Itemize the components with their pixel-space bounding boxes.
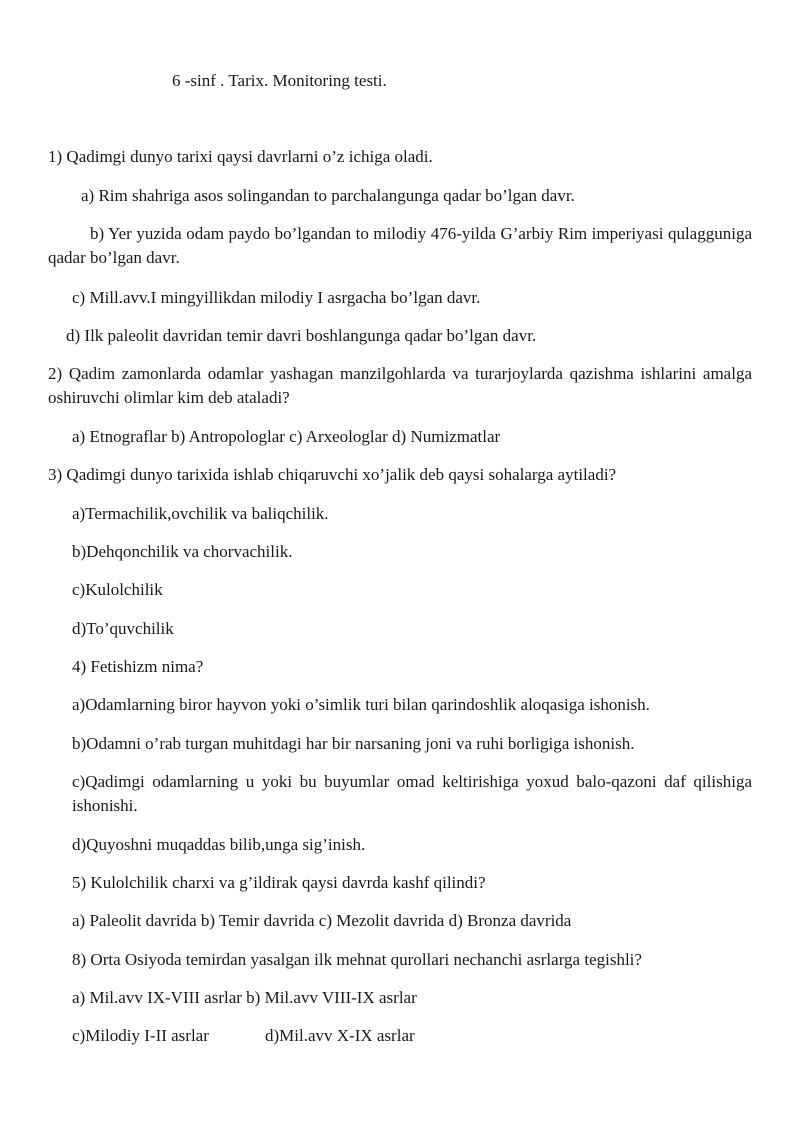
question-5: 5) Kulolchilik charxi va g’ildirak qaysi davrda kashf qilindi?	[72, 873, 486, 892]
question-4: 4) Fetishizm nima?	[72, 657, 204, 676]
question-4-option-b: b)Odamni o’rab turgan muhitdagi har bir narsaning joni va ruhi borligiga ishonish.	[72, 734, 635, 753]
question-3-option-b: b)Dehqonchilik va chorvachilik.	[72, 542, 293, 561]
question-1-option-c: c) Mill.avv.I mingyillikdan milodiy I asrgacha bo’lgan davr.	[72, 288, 481, 307]
page-title: 6 -sinf . Tarix. Monitoring testi.	[172, 71, 387, 90]
question-2-options: a) Etnograflar b) Antropologlar c) Arxeologlar d) Numizmatlar	[72, 427, 501, 446]
question-8: 8) Orta Osiyoda temirdan yasalgan ilk mehnat qurollari nechanchi asrlarga tegishli?	[72, 950, 642, 969]
question-4-option-d: d)Quyoshni muqaddas bilib,unga sig’inish.	[72, 835, 366, 854]
question-2: 2) Qadim zamonlarda odamlar yashagan manzilgohlarda va turarjoylarda qazishma ishlarini amalga oshiruvchi olimlar kim deb ataladi?	[48, 364, 752, 407]
question-1: 1) Qadimgi dunyo tarixi qaysi davrlarni o’z ichiga oladi.	[48, 147, 433, 166]
question-3-option-c: c)Kulolchilik	[72, 580, 163, 599]
question-8-options-line-1: a) Mil.avv IX-VIII asrlar b) Mil.avv VIII-IX asrlar	[72, 988, 417, 1007]
question-3-option-a: a)Termachilik,ovchilik va baliqchilik.	[72, 504, 329, 523]
question-8-option-c: c)Milodiy I-II asrlar	[72, 1026, 209, 1045]
question-1-option-d: d) Ilk paleolit davridan temir davri boshlangunga qadar bo’lgan davr.	[66, 326, 537, 345]
question-4-option-a: a)Odamlarning biror hayvon yoki o’simlik turi bilan qarindoshlik aloqasiga ishonish.	[72, 695, 650, 714]
question-3-option-d: d)To’quvchilik	[72, 619, 174, 638]
question-3: 3) Qadimgi dunyo tarixida ishlab chiqaruvchi xo’jalik deb qaysi sohalarga aytiladi?	[48, 465, 617, 484]
question-4-option-c: c)Qadimgi odamlarning u yoki bu buyumlar omad keltirishiga yoxud balo-qazoni daf qilishiga ishonishi.	[72, 772, 752, 815]
question-1-option-a: a) Rim shahriga asos solingandan to parchalangunga qadar bo’lgan davr.	[81, 186, 575, 205]
question-8-option-d: d)Mil.avv X-IX asrlar	[265, 1026, 415, 1045]
question-1-option-b: b) Yer yuzida odam paydo bo’lgandan to milodiy 476-yilda G’arbiy Rim imperiyasi qulagguniga qadar bo’lgan davr.	[48, 224, 752, 267]
question-5-options: a) Paleolit davrida b) Temir davrida c) Mezolit davrida d) Bronza davrida	[72, 911, 572, 930]
